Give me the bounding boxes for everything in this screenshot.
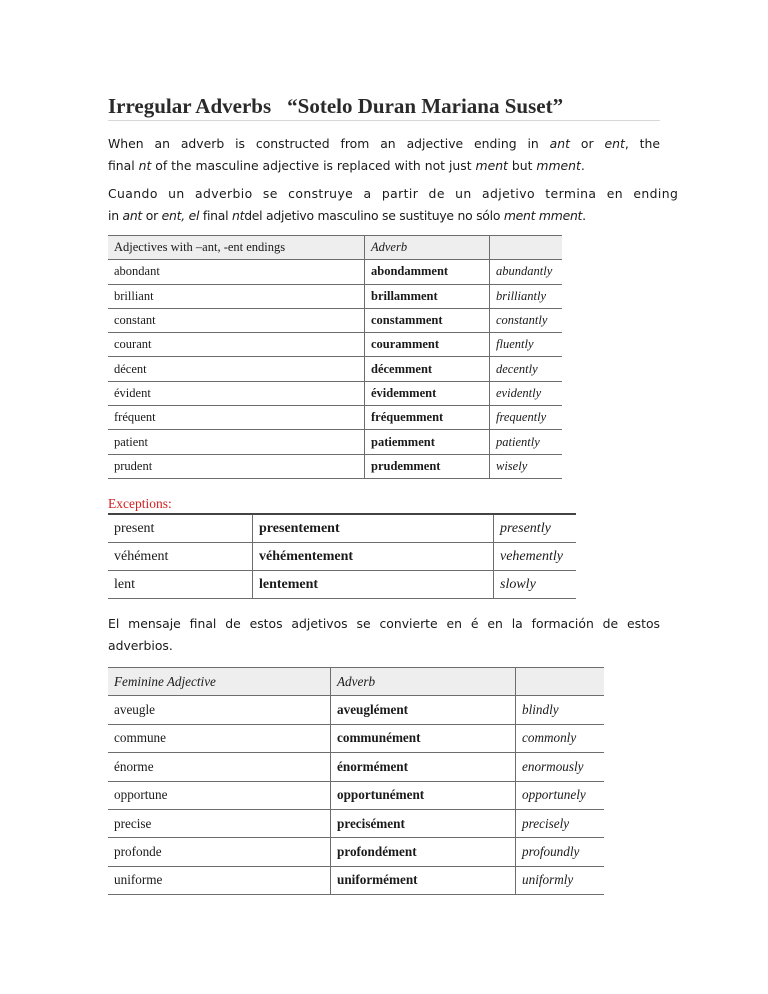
paragraph-spanish <box>108 183 679 227</box>
table-row <box>108 333 562 357</box>
adjective-cell: profonde <box>108 838 331 866</box>
adverb-cell: véhémentement <box>253 543 494 571</box>
adverb-cell: couramment <box>365 333 490 357</box>
table-row <box>108 381 562 405</box>
paragraph-english <box>108 133 660 177</box>
adjective-cell: prudent <box>108 454 365 478</box>
adjective-cell: present <box>108 514 253 543</box>
adjective-cell: fréquent <box>108 406 365 430</box>
translation-cell: blindly <box>516 696 605 724</box>
translation-cell: fluently <box>490 333 563 357</box>
translation-cell: opportunely <box>516 781 605 809</box>
title-main: Irregular Adverbs <box>108 94 272 118</box>
adjective-cell: énorme <box>108 753 331 781</box>
adverb-cell: presentement <box>253 514 494 543</box>
translation-cell: profoundly <box>516 838 605 866</box>
paragraph-final-line-1: El mensaje final de estos adjetivos se convierte en é en la formación de estos <box>108 616 660 631</box>
page-title <box>108 93 660 119</box>
table-row <box>108 809 604 837</box>
translation-cell: frequently <box>490 406 563 430</box>
adverb-cell: brillamment <box>365 284 490 308</box>
adjective-cell: constant <box>108 308 365 332</box>
adjective-cell: brilliant <box>108 284 365 308</box>
translation-cell: precisely <box>516 809 605 837</box>
translation-cell: wisely <box>490 454 563 478</box>
translation-cell: brilliantly <box>490 284 563 308</box>
title-author: “Sotelo Duran Mariana Suset” <box>287 94 564 118</box>
translation-cell: slowly <box>494 571 577 599</box>
table-row <box>108 308 562 332</box>
translation-cell: patiently <box>490 430 563 454</box>
table-row <box>108 781 604 809</box>
translation-cell: evidently <box>490 381 563 405</box>
adverb-cell: fréquemment <box>365 406 490 430</box>
adjective-cell: véhément <box>108 543 253 571</box>
adverb-cell: communément <box>331 724 516 752</box>
table-row <box>108 571 576 599</box>
translation-cell: decently <box>490 357 563 381</box>
adverb-cell: patiemment <box>365 430 490 454</box>
adjective-cell: aveugle <box>108 696 331 724</box>
table-row <box>108 357 562 381</box>
paragraph-final <box>108 613 660 657</box>
table-header-cell: Feminine Adjective <box>108 668 331 696</box>
feminine-adverbs-table <box>108 667 604 895</box>
adverb-cell: prudemment <box>365 454 490 478</box>
table-row <box>108 406 562 430</box>
exceptions-heading: Exceptions: <box>108 496 172 511</box>
adverb-cell: profondément <box>331 838 516 866</box>
adjective-cell: patient <box>108 430 365 454</box>
adverb-cell: uniformément <box>331 866 516 894</box>
title-underline <box>108 120 660 121</box>
adverb-cell: évidemment <box>365 381 490 405</box>
table-header-row <box>108 668 604 696</box>
adverb-cell: aveuglément <box>331 696 516 724</box>
table-row <box>108 454 562 478</box>
adverb-cell: opportunément <box>331 781 516 809</box>
translation-cell: abundantly <box>490 260 563 284</box>
adjective-cell: courant <box>108 333 365 357</box>
table-header-row <box>108 236 562 260</box>
table-row <box>108 284 562 308</box>
ant-ent-adverbs-table <box>108 235 562 479</box>
paragraph-final-line-2: adverbios. <box>108 638 173 653</box>
table-header-cell: Adverb <box>365 236 490 260</box>
paragraph-english-line-1: When an adverb is constructed from an adjective ending in ant or ent, the <box>108 136 660 151</box>
adjective-cell: opportune <box>108 781 331 809</box>
translation-cell: uniformly <box>516 866 605 894</box>
table-row <box>108 543 576 571</box>
adjective-cell: évident <box>108 381 365 405</box>
adjective-cell: precise <box>108 809 331 837</box>
table-row <box>108 514 576 543</box>
table-header-cell <box>516 668 605 696</box>
translation-cell: presently <box>494 514 577 543</box>
table-row <box>108 866 604 894</box>
adjective-cell: uniforme <box>108 866 331 894</box>
table-row <box>108 260 562 284</box>
table-header-cell <box>490 236 563 260</box>
adverb-cell: abondamment <box>365 260 490 284</box>
table-header-cell: Adjectives with –ant, -ent endings <box>108 236 365 260</box>
paragraph-spanish-line-2: in ant or ent, el final ntdel adjetivo masculino se sustituye no sólo ment mment. <box>108 208 586 223</box>
adverb-cell: precisément <box>331 809 516 837</box>
adjective-cell: abondant <box>108 260 365 284</box>
table-row <box>108 696 604 724</box>
paragraph-english-line-2: final nt of the masculine adjective is replaced with not just ment but mment. <box>108 158 585 173</box>
translation-cell: enormously <box>516 753 605 781</box>
table-row <box>108 838 604 866</box>
adverb-cell: constamment <box>365 308 490 332</box>
exceptions-table <box>108 513 576 599</box>
translation-cell: vehemently <box>494 543 577 571</box>
adverb-cell: lentement <box>253 571 494 599</box>
adjective-cell: décent <box>108 357 365 381</box>
adjective-cell: lent <box>108 571 253 599</box>
table-row <box>108 430 562 454</box>
adjective-cell: commune <box>108 724 331 752</box>
adverb-cell: décemment <box>365 357 490 381</box>
table-header-cell: Adverb <box>331 668 516 696</box>
table-row <box>108 724 604 752</box>
adverb-cell: énormément <box>331 753 516 781</box>
table-row <box>108 753 604 781</box>
translation-cell: constantly <box>490 308 563 332</box>
translation-cell: commonly <box>516 724 605 752</box>
paragraph-spanish-line-1: Cuando un adverbio se construye a partir de un adjetivo termina en ending <box>108 186 679 201</box>
